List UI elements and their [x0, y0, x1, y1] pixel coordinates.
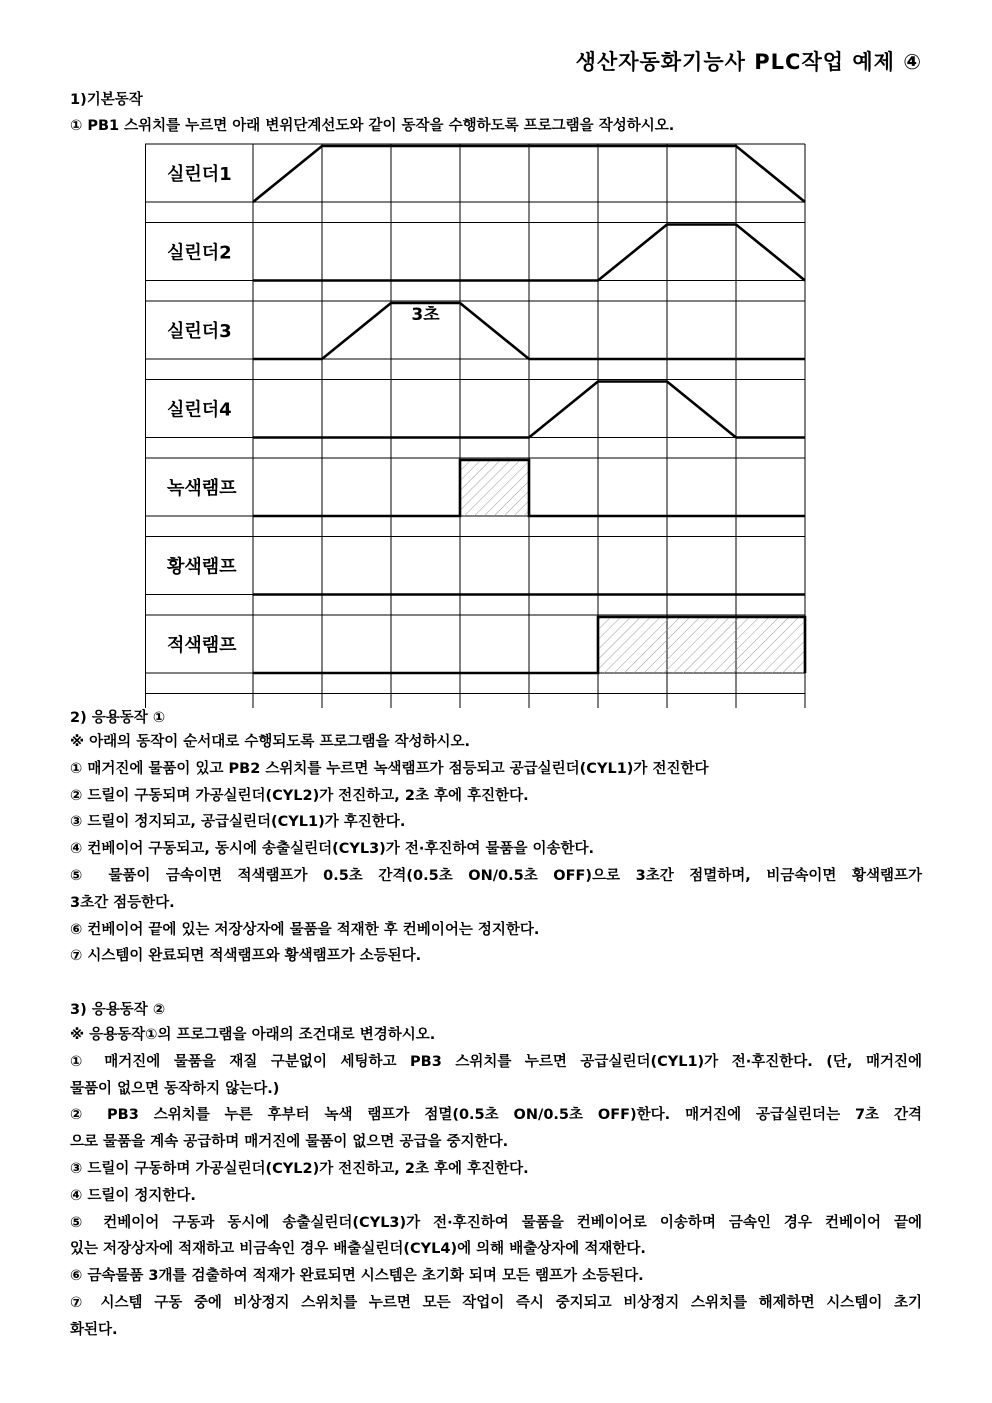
- section3-line: ⑤ 컨베이어 구동과 동시에 송출실린더(CYL3)가 전·후진하여 물품을 컨베이어로 이송하며 금속인 경우 컨베이어 끝에: [70, 1214, 922, 1231]
- section3-line: ⑥ 금속물품 3개를 검출하여 적재가 완료되면 시스템은 초기화 되며 모든 램프가 소등된다.: [70, 1268, 644, 1285]
- section3-line: ① 매거진에 물품을 재질 구분없이 세팅하고 PB3 스위치를 누르면 공급실린더(CYL1)가 전·후진한다. (단, 매거진에: [70, 1053, 922, 1070]
- lamp-on-hatch: [736, 617, 805, 673]
- section3-heading: 3) 응용동작 ②: [70, 1002, 166, 1018]
- signal-line: [253, 460, 805, 516]
- section2-body: [70, 729, 922, 970]
- section3-line: ※ 응용동작①의 프로그램을 아래의 조건대로 변경하시오.: [70, 1027, 436, 1043]
- row-label: 실린더3: [167, 321, 232, 342]
- row-label: 실린더4: [167, 399, 232, 421]
- row-label: 적색램프: [167, 635, 237, 656]
- section3-line: ② PB3 스위치를 누른 후부터 녹색 램프가 점멸(0.5초 ON/0.5초 OFF)한다. 매거진에 공급실린더는 7초 간격: [70, 1107, 922, 1124]
- section3-line: ④ 드릴이 정지한다.: [70, 1187, 196, 1204]
- section3-line: 으로 물품을 계속 공급하며 매거진에 물품이 없으면 공급을 중지한다.: [70, 1134, 509, 1151]
- section2-line: ④ 컨베이어 구동되고, 동시에 송출실린더(CYL3)가 전·후진하여 물품을 이송한다.: [70, 841, 595, 858]
- displacement-step-diagram: [145, 142, 807, 708]
- row-label: 실린더1: [167, 164, 232, 185]
- section2-heading: 2) 응용동작 ①: [70, 710, 166, 726]
- section2-line: ② 드릴이 구동되며 가공실린더(CYL2)가 전진하고, 2초 후에 후진한다.: [70, 787, 529, 804]
- timer-annotation: 3초: [411, 305, 440, 325]
- section2-line: ⑥ 컨베이어 끝에 있는 저장상자에 물품을 적재한 후 컨베이어는 정지한다.: [70, 921, 540, 938]
- lamp-on-hatch: [667, 617, 736, 673]
- section3-line: 물품이 없으면 동작하지 않는다.): [70, 1080, 280, 1097]
- section2-line: ① 매거진에 물품이 있고 PB2 스위치를 누르면 녹색램프가 점등되고 공급실린더(CYL1)가 전진한다: [70, 760, 709, 777]
- section1-heading: 1)기본동작: [70, 92, 143, 108]
- section3-body: [70, 1022, 922, 1344]
- section2-line: ⑦ 시스템이 완료되면 적색램프와 황색램프가 소등된다.: [70, 948, 422, 965]
- section2-line: ③ 드릴이 정지되고, 공급실린더(CYL1)가 후진한다.: [70, 814, 406, 831]
- section2-line: 3초간 점등한다.: [70, 894, 175, 911]
- page-title: 생산자동화기능사 PLC작업 예제 ④: [575, 50, 922, 74]
- lamp-on-hatch: [598, 617, 667, 673]
- section2-line: ⑤ 물품이 금속이면 적색램프가 0.5초 간격(0.5초 ON/0.5초 OFF)으로 3초간 점멸하며, 비금속이면 황색램프가: [70, 867, 922, 884]
- section3-line: ③ 드릴이 구동하며 가공실린더(CYL2)가 전진하고, 2초 후에 후진한다.: [70, 1160, 529, 1177]
- section3-line: 화된다.: [70, 1321, 118, 1338]
- lamp-on-hatch: [460, 460, 529, 516]
- section2-line: ※ 아래의 동작이 순서대로 수행되도록 프로그램을 작성하시오.: [70, 734, 471, 750]
- section3-line: ⑦ 시스템 구동 중에 비상정지 스위치를 누르면 모든 작업이 즉시 중지되고 비상정지 스위치를 해제하면 시스템이 초기: [70, 1294, 922, 1311]
- row-label: 녹색램프: [167, 478, 237, 499]
- row-label: 황색램프: [167, 556, 237, 578]
- section1-instruction: ① PB1 스위치를 누르면 아래 변위단계선도와 같이 동작을 수행하도록 프로그램을 작성하시오.: [70, 118, 675, 134]
- row-label: 실린더2: [167, 242, 232, 264]
- section3-line: 있는 저장상자에 적재하고 비금속인 경우 배출실린더(CYL4)에 의해 배출상자에 적재한다.: [70, 1241, 646, 1258]
